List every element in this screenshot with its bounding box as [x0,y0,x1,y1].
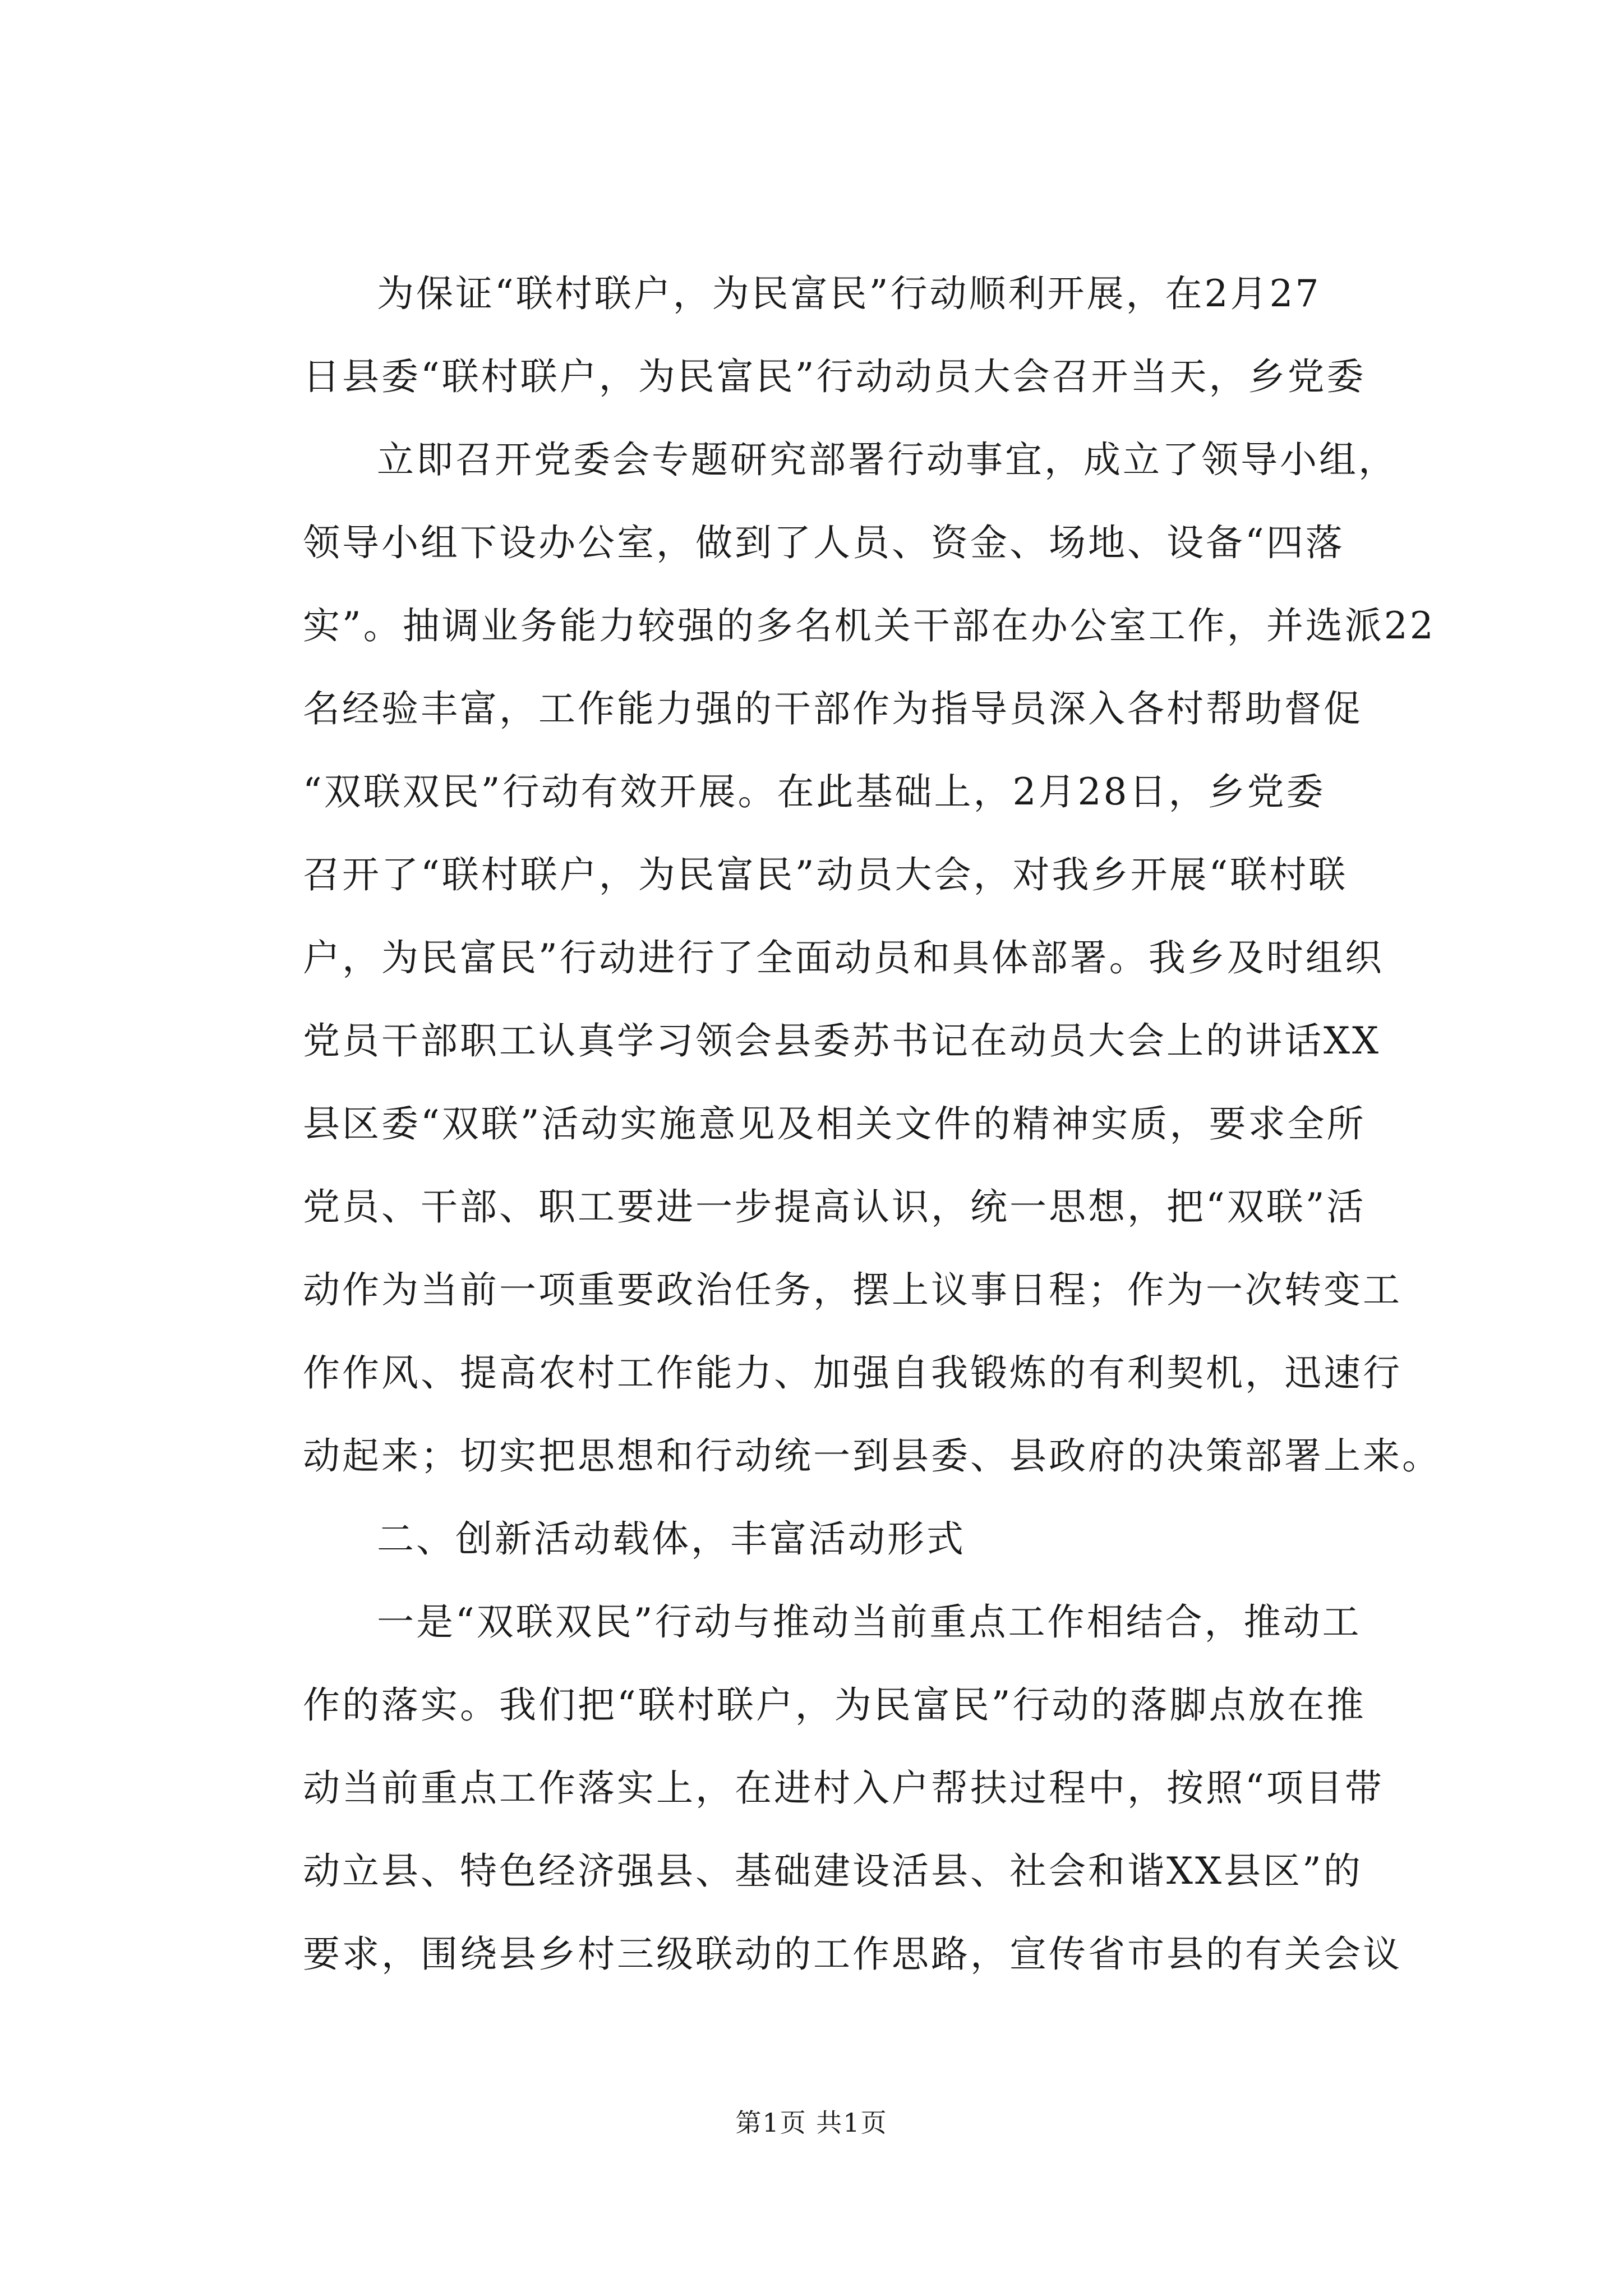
text-line: 党员、干部、职工要进一步提高认识，统一思想，把“双联”活 [303,1185,1366,1228]
text-line: 作的落实。我们把“联村联户，为民富民”行动的落脚点放在推 [303,1683,1366,1727]
text-line: 二、创新活动载体，丰富活动形式 [377,1517,966,1561]
text-line: 一是“双联双民”行动与推动当前重点工作相结合，推动工 [377,1600,1362,1644]
text-line: 县区委“双联”活动实施意见及相关文件的精神实质，要求全所 [303,1102,1366,1145]
page-footer: 第1页 共1页 [735,2108,888,2138]
text-line: 要求，围绕县乡村三级联动的工作思路，宣传省市县的有关会议 [303,1932,1402,1976]
text-line: 动立县、特色经济强县、基础建设活县、社会和谐XX县区”的 [303,1849,1363,1893]
text-line: 立即召开党委会专题研究部署行动事宜，成立了领导小组， [377,438,1398,481]
text-line: 领导小组下设办公室，做到了人员、资金、场地、设备“四落 [303,521,1345,564]
text-line: 日县委“联村联户，为民富民”行动动员大会召开当天，乡党委 [303,355,1366,398]
text-line: 户，为民富民”行动进行了全面动员和具体部署。我乡及时组织 [303,936,1384,979]
text-line: “双联双民”行动有效开展。在此基础上，2月28日，乡党委 [303,770,1326,813]
text-line: 党员干部职工认真学习领会县委苏书记在动员大会上的讲话XX [303,1019,1381,1062]
text-line: 为保证“联村联户，为民富民”行动顺利开展，在2月27 [377,272,1321,315]
text-line: 作作风、提高农村工作能力、加强自我锻炼的有利契机，迅速行 [303,1351,1402,1395]
document-body [303,252,1441,1996]
text-line: 动作为当前一项重要政治任务，摆上议事日程；作为一次转变工 [303,1268,1402,1312]
text-line: 名经验丰富，工作能力强的干部作为指导员深入各村帮助督促 [303,687,1363,730]
text-line: 实”。抽调业务能力较强的多名机关干部在办公室工作，并选派22 [303,604,1436,647]
text-line: 召开了“联村联户，为民富民”动员大会，对我乡开展“联村联 [303,853,1348,896]
text-line: 动起来；切实把思想和行动统一到县委、县政府的决策部署上来。 [303,1434,1441,1478]
text-line: 动当前重点工作落实上，在进村入户帮扶过程中，按照“项目带 [303,1766,1384,1810]
